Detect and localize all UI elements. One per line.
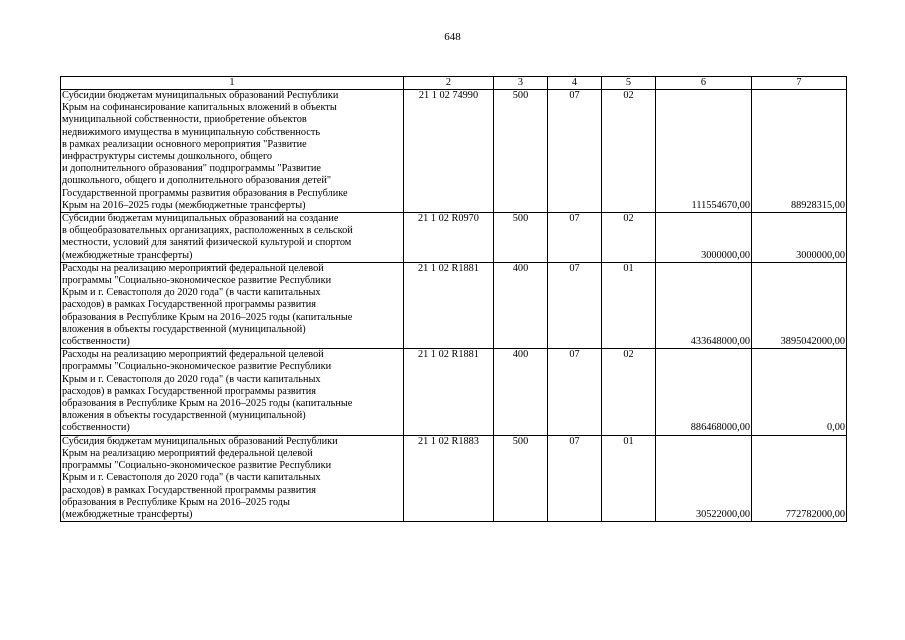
subsection-code: 02 [602, 213, 656, 263]
description-line: расходов) в рамках Государственной программы развития [62, 299, 317, 311]
table-row [61, 90, 847, 213]
amount-column-6: 30522000,00 [656, 435, 752, 521]
description-line: в рамках реализации основного мероприятия "Развитие [62, 138, 307, 150]
target-article-code: 21 1 02 R1881 [404, 262, 494, 348]
row-description [61, 90, 404, 213]
description-line: и дополнительного образования" подпрограммы "Развитие [62, 163, 321, 175]
table-row [61, 213, 847, 263]
amount-column-6: 111554670,00 [656, 90, 752, 213]
description-line: программы "Социально-экономическое развитие Республики [62, 361, 332, 373]
target-article-code: 21 1 02 74990 [404, 90, 494, 213]
description-line: дошкольного, общего и дополнительного образования детей" [62, 175, 332, 187]
description-line: Крым на 2016–2025 годы (межбюджетные трансферты) [62, 199, 306, 211]
subsection-code: 01 [602, 435, 656, 521]
column-header-7: 7 [752, 77, 847, 90]
expense-type-code: 400 [494, 262, 548, 348]
description-line: Крым и г. Севастополя до 2020 года" (в части капитальных [62, 472, 321, 484]
expense-type-code: 500 [494, 435, 548, 521]
description-line: образования в Республике Крым на 2016–2025 годы [62, 496, 290, 508]
amount-column-7: 0,00 [752, 349, 847, 435]
amount-column-7: 88928315,00 [752, 90, 847, 213]
section-code: 07 [548, 435, 602, 521]
table-row [61, 349, 847, 435]
description-line: Крым на реализацию мероприятий федеральной целевой [62, 447, 313, 459]
description-line: (межбюджетные трансферты) [62, 508, 193, 520]
description-line: Субсидии бюджетам муниципальных образований Республики [62, 90, 339, 101]
description-line: местности, условий для занятий физической культурой и спортом [62, 237, 352, 249]
description-line: Расходы на реализацию мероприятий федеральной целевой [62, 262, 324, 274]
row-description [61, 262, 404, 348]
subsection-code: 01 [602, 262, 656, 348]
description-line: Государственной программы развития образования в Республике [62, 187, 348, 199]
section-code: 07 [548, 349, 602, 435]
description-line: вложения в объекты государственной (муниципальной) [62, 323, 306, 335]
description-line: Субсидии бюджетам муниципальных образований на создание [62, 213, 339, 225]
target-article-code: 21 1 02 R1881 [404, 349, 494, 435]
description-line: расходов) в рамках Государственной программы развития [62, 484, 317, 496]
column-header-1: 1 [61, 77, 404, 90]
section-code: 07 [548, 90, 602, 213]
budget-table [60, 76, 847, 522]
expense-type-code: 500 [494, 213, 548, 263]
description-line: в общеобразовательных организациях, расположенных в сельской [62, 225, 353, 237]
header-row [61, 77, 847, 90]
description-line: программы "Социально-экономическое развитие Республики [62, 460, 332, 472]
column-header-3: 3 [494, 77, 548, 90]
amount-column-6: 433648000,00 [656, 262, 752, 348]
description-line: расходов) в рамках Государственной программы развития [62, 385, 317, 397]
row-description [61, 435, 404, 521]
amount-column-7: 3000000,00 [752, 213, 847, 263]
section-code: 07 [548, 213, 602, 263]
description-line: образования в Республике Крым на 2016–2025 годы (капитальные [62, 398, 353, 410]
column-header-4: 4 [548, 77, 602, 90]
description-line: собственности) [62, 422, 130, 434]
description-line: собственности) [62, 336, 130, 348]
page-number: 648 [444, 31, 461, 43]
amount-column-7: 772782000,00 [752, 435, 847, 521]
amount-column-6: 886468000,00 [656, 349, 752, 435]
expense-type-code: 400 [494, 349, 548, 435]
table-row [61, 435, 847, 521]
description-line: программы "Социально-экономическое развитие Республики [62, 275, 332, 287]
table-row [61, 262, 847, 348]
row-description [61, 213, 404, 263]
description-line: Крым на софинансирование капитальных вложений в объекты [62, 102, 337, 114]
column-header-6: 6 [656, 77, 752, 90]
subsection-code: 02 [602, 90, 656, 213]
description-line: недвижимого имущества в муниципальную собственность [62, 126, 321, 138]
column-header-2: 2 [404, 77, 494, 90]
amount-column-7: 3895042000,00 [752, 262, 847, 348]
amount-column-6: 3000000,00 [656, 213, 752, 263]
description-line: Расходы на реализацию мероприятий федеральной целевой [62, 349, 324, 361]
description-line: вложения в объекты государственной (муниципальной) [62, 410, 306, 422]
column-header-5: 5 [602, 77, 656, 90]
expense-type-code: 500 [494, 90, 548, 213]
section-code: 07 [548, 262, 602, 348]
target-article-code: 21 1 02 R1883 [404, 435, 494, 521]
description-line: образования в Республике Крым на 2016–2025 годы (капитальные [62, 311, 353, 323]
description-line: (межбюджетные трансферты) [62, 249, 193, 261]
target-article-code: 21 1 02 R0970 [404, 213, 494, 263]
description-line: Крым и г. Севастополя до 2020 года" (в части капитальных [62, 373, 321, 385]
description-line: Субсидия бюджетам муниципальных образований Республики [62, 435, 338, 447]
description-line: Крым и г. Севастополя до 2020 года" (в части капитальных [62, 287, 321, 299]
row-description [61, 349, 404, 435]
subsection-code: 02 [602, 349, 656, 435]
description-line: инфраструктуры системы дошкольного, общего [62, 151, 273, 163]
description-line: муниципальной собственности, приобретение объектов [62, 114, 307, 126]
